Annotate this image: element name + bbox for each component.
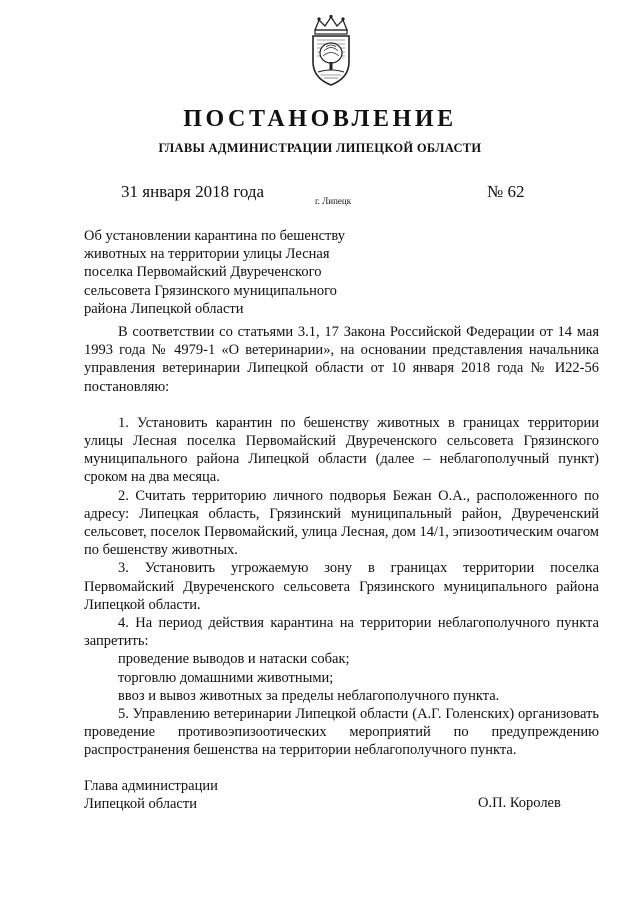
coat-of-arms-icon	[299, 14, 363, 88]
clause-3: 3. Установить угрожаемую зону в границах территории поселка Первомайский Двуреченского сельсовета Грязинского муниципального района Липецкой области.	[84, 560, 599, 613]
document-number: № 62	[487, 182, 525, 201]
document-body	[84, 323, 599, 760]
subject-line: поселка Первомайский Двуреченского	[84, 264, 322, 281]
subject-line: района Липецкой области	[84, 300, 244, 317]
subject-line: сельсовета Грязинского муниципального	[84, 282, 337, 299]
subject-line: животных на территории улицы Лесная	[84, 246, 330, 263]
document-subject	[84, 227, 374, 318]
signature-position-line: Глава администрации	[84, 778, 218, 794]
clause-1: 1. Установить карантин по бешенству животных в границах территории улицы Лесная поселка Первомайский Двуреченского сельсовета Грязинского муниципального района Липецкой области (далее – неблагополучный пункт) сроком на два месяца.	[84, 414, 599, 486]
document-subtitle: ГЛАВЫ АДМИНИСТРАЦИИ ЛИПЕЦКОЙ ОБЛАСТИ	[158, 141, 482, 155]
clause-4: 4. На период действия карантина на территории неблагополучного пункта запретить:	[84, 615, 599, 650]
preamble: В соответствии со статьями 3.1, 17 Закона Российской Федерации от 14 мая 1993 года № 4979-1 «О ветеринарии», на основании представления начальника управления ветеринарии Липецкой области от 10 января 2018 года № И22-56 постановляю:	[84, 324, 599, 395]
signature-name: О.П. Королев	[478, 795, 561, 811]
subject-line: Об установлении карантина по бешенству	[84, 228, 345, 244]
prohibition-item: торговлю домашними животными;	[118, 669, 334, 686]
document-place: г. Липецк	[315, 196, 352, 206]
document-date: 31 января 2018 года	[121, 182, 265, 201]
signature-position	[84, 777, 218, 813]
clause-2: 2. Считать территорию личного подворья Бежан О.А., расположенного по адресу: Липецкая область, Грязинский муниципальный район, Двуреченский сельсовет, поселок Первомайский, улица Лесная, дом 14/1, эпизоотическим очагом по бешенству животных.	[84, 487, 599, 559]
prohibition-item: ввоз и вывоз животных за пределы неблагополучного пункта.	[118, 687, 500, 704]
document-title: ПОСТАНОВЛЕНИЕ	[183, 106, 457, 132]
signature-position-line: Липецкой области	[84, 796, 197, 813]
prohibition-item: проведение выводов и натаски собак;	[118, 651, 350, 668]
clause-5: 5. Управлению ветеринарии Липецкой области (А.Г. Голенских) организовать проведение противоэпизоотических мероприятий по предупреждению распространения бешенства на территории неблагополучного пункта.	[84, 706, 599, 759]
